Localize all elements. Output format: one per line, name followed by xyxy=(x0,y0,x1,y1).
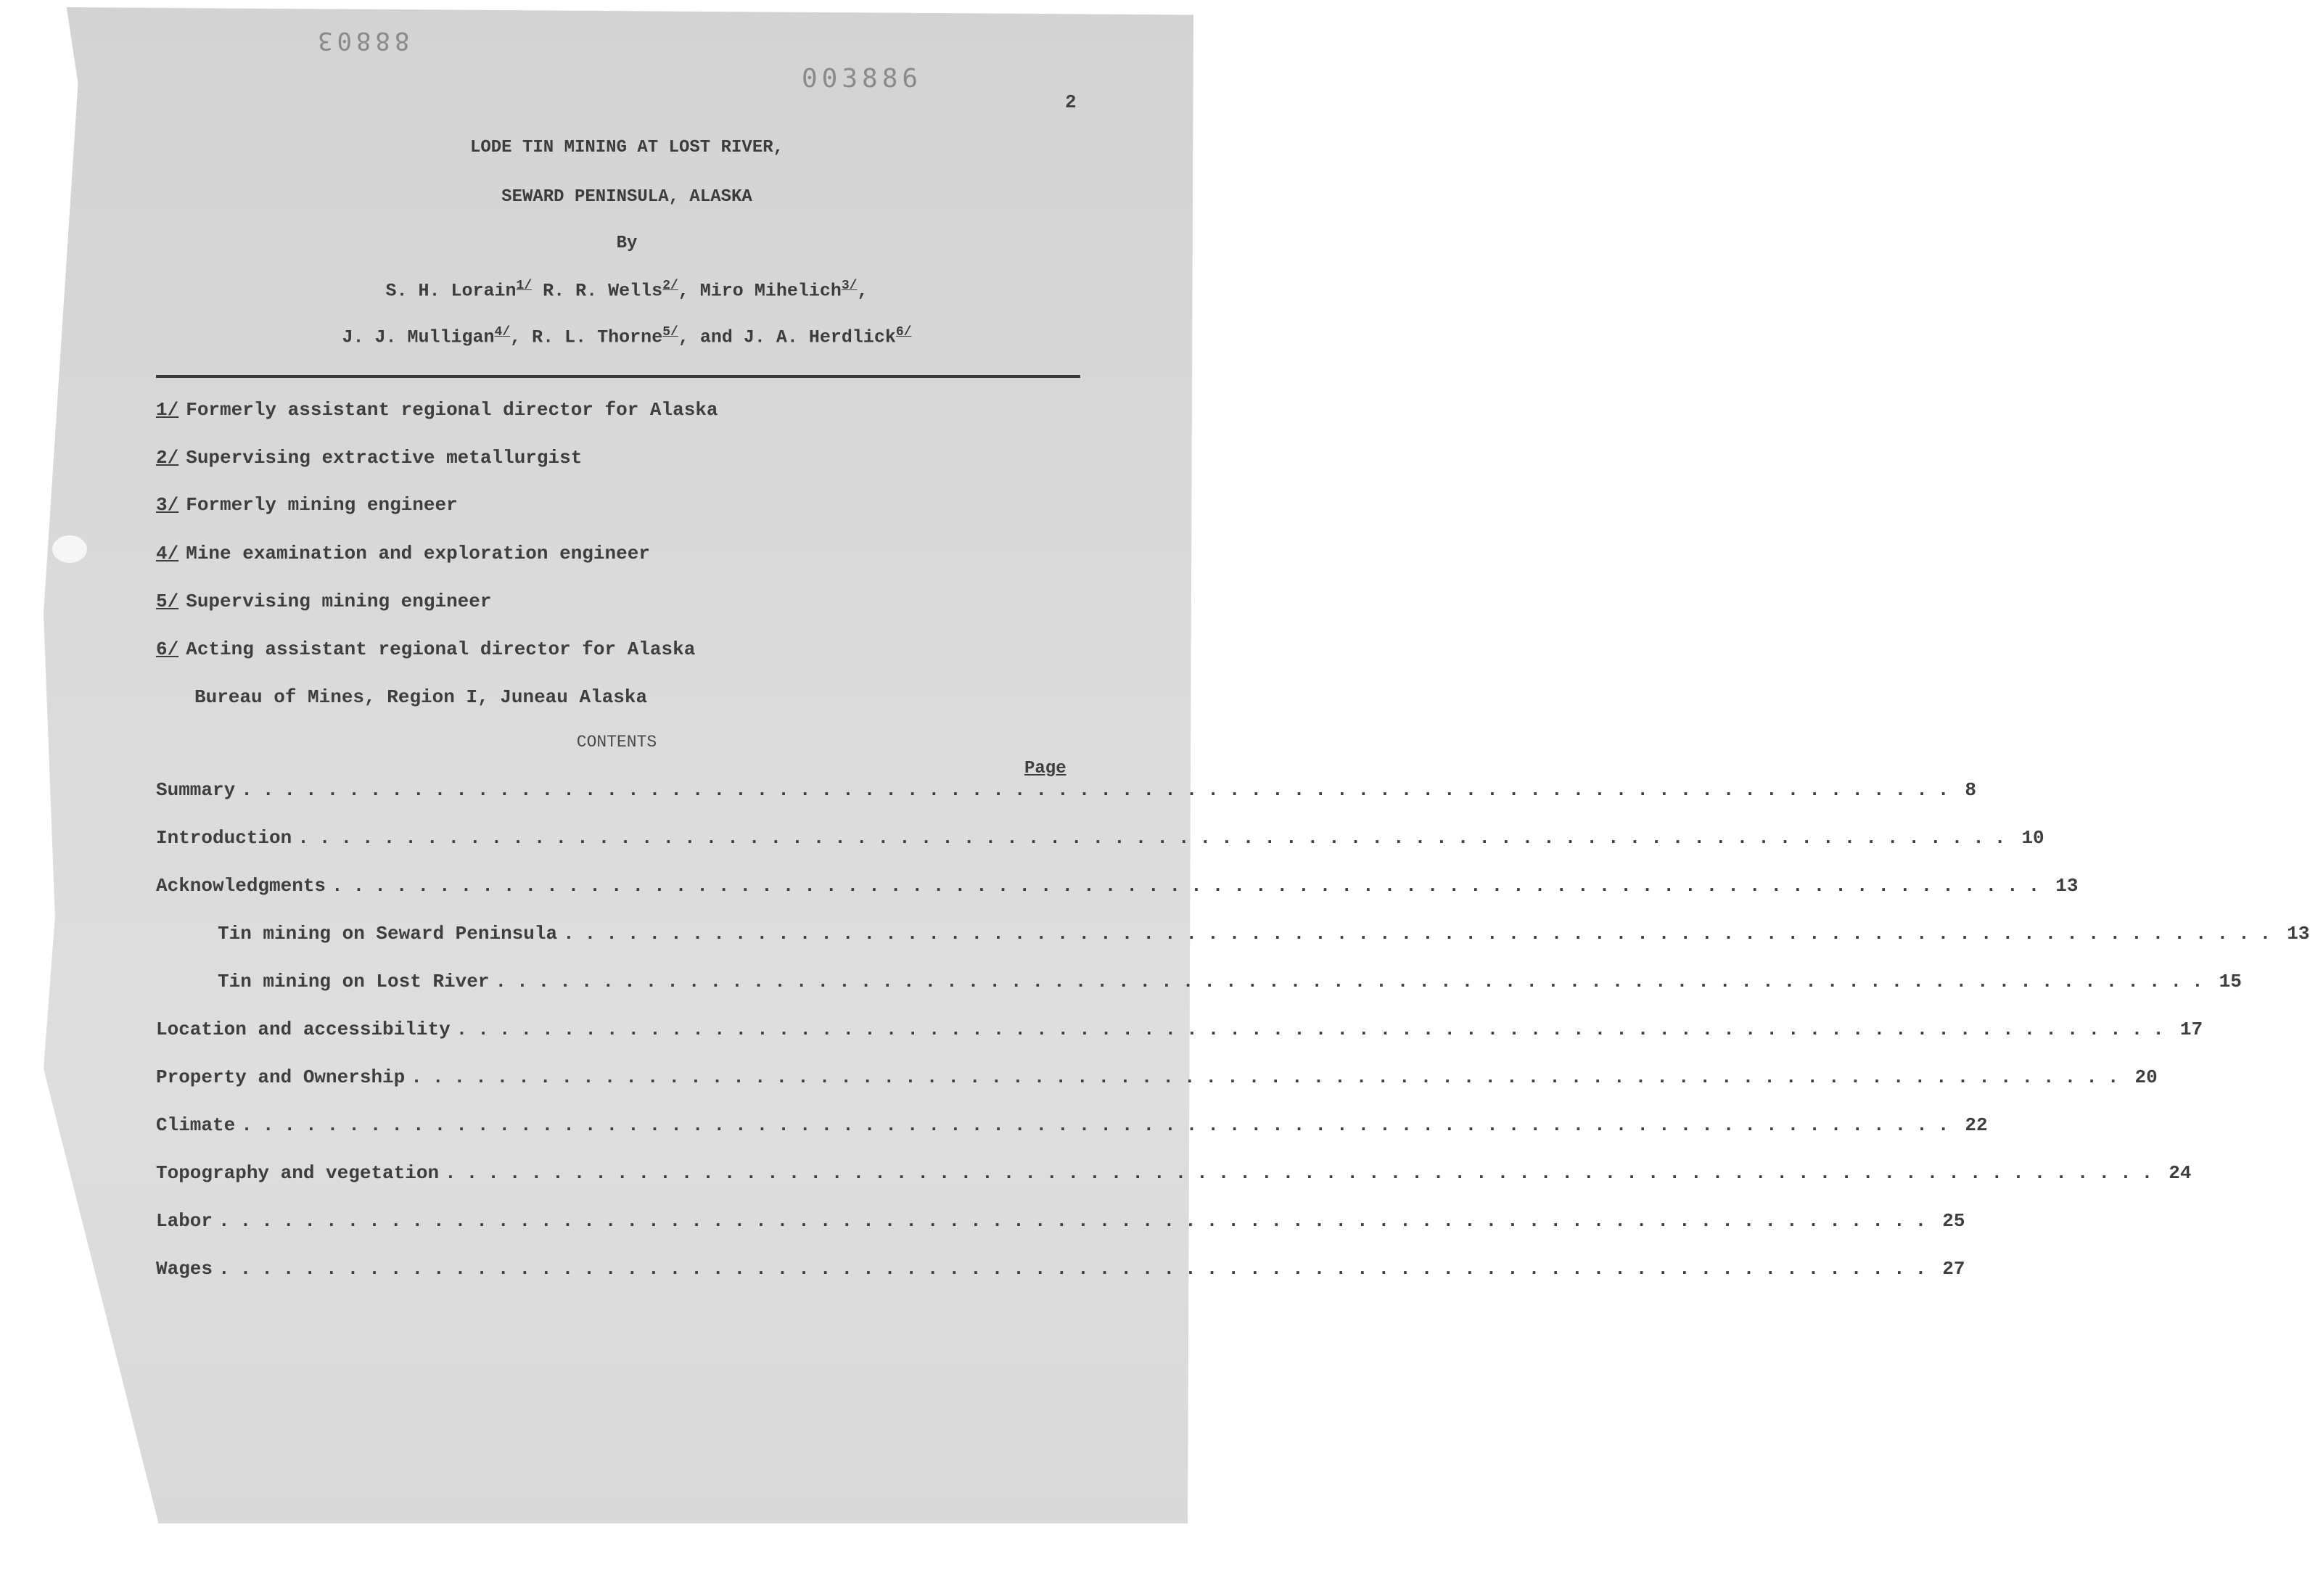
toc-page: 20 xyxy=(2134,1066,2158,1088)
toc-entry xyxy=(156,1066,2158,1091)
toc-leader: ................................................................................ xyxy=(218,1210,1937,1232)
toc-title: Tin mining on Seward Peninsula xyxy=(218,923,558,945)
toc-title: Acknowledgments xyxy=(156,875,326,897)
toc-entry xyxy=(156,1019,2203,1043)
toc-page: 15 xyxy=(2219,971,2242,992)
author-name: R. R. Wells xyxy=(532,280,663,302)
footnote-text: Formerly mining engineer xyxy=(186,494,458,516)
toc-title: Climate xyxy=(156,1114,236,1136)
toc-title: Labor xyxy=(156,1210,213,1232)
toc-leader: ................................................................................ xyxy=(241,1114,1960,1136)
toc-leader: ................................................................................ xyxy=(495,971,2214,992)
document-title-line-2: SEWARD PENINSULA, ALASKA xyxy=(501,187,752,207)
toc-entry xyxy=(218,971,2242,995)
footnote-mark: 4/ xyxy=(494,325,511,340)
author-name: J. J. Mulligan xyxy=(342,326,495,348)
footnote-item xyxy=(156,638,695,660)
toc-page: 10 xyxy=(2021,827,2044,849)
footnote-mark: 2/ xyxy=(156,447,179,469)
footnote-text: Mine examination and exploration engineer xyxy=(186,543,650,564)
toc-leader: ................................................................................ xyxy=(218,1258,1937,1280)
author-line-end: , xyxy=(857,280,868,302)
footnote-mark: 3/ xyxy=(156,494,179,516)
toc-page: 27 xyxy=(1942,1258,1965,1280)
footnote-item xyxy=(156,399,718,421)
author-name: S. H. Lorain xyxy=(385,280,517,302)
toc-title: Location and accessibility xyxy=(156,1019,451,1040)
footnote-item xyxy=(156,447,582,469)
toc-leader: ................................................................................ xyxy=(332,875,2050,897)
toc-page: 13 xyxy=(2055,875,2079,897)
authors-line-2 xyxy=(0,325,1254,347)
toc-title: Summary xyxy=(156,779,236,801)
punch-hole xyxy=(52,535,87,563)
author-name: , R. L. Thorne xyxy=(510,326,663,348)
horizontal-rule xyxy=(156,375,1080,378)
author-name: , Miro Mihelich xyxy=(678,280,842,302)
toc-entry xyxy=(156,1258,1965,1283)
affiliation: Bureau of Mines, Region I, Juneau Alaska xyxy=(194,686,648,708)
stamp-top-right: 003886 xyxy=(802,64,923,94)
toc-page: 8 xyxy=(1965,779,1977,801)
toc-leader: ................................................................................ xyxy=(411,1066,2129,1088)
toc-leader: ................................................................................ xyxy=(563,923,2282,945)
footnote-text: Formerly assistant regional director for Alaska xyxy=(186,399,718,421)
toc-page: 24 xyxy=(2169,1162,2192,1184)
author-name: , and J. A. Herdlick xyxy=(678,326,896,348)
toc-title: Wages xyxy=(156,1258,213,1280)
page-column-header: Page xyxy=(1024,759,1066,778)
toc-page: 17 xyxy=(2179,1019,2203,1040)
footnote-mark: 4/ xyxy=(156,543,179,564)
toc-entry xyxy=(156,779,1977,804)
toc-title: Introduction xyxy=(156,827,292,849)
toc-entry xyxy=(156,875,2079,900)
footnote-item xyxy=(156,494,458,516)
toc-entry xyxy=(218,923,2310,947)
stamp-top-left: 88803 xyxy=(313,26,410,55)
toc-leader: ................................................................................ xyxy=(241,779,1960,801)
footnote-text: Supervising mining engineer xyxy=(186,591,492,612)
toc-title: Property and Ownership xyxy=(156,1066,406,1088)
toc-page: 22 xyxy=(1965,1114,1988,1136)
toc-leader: ................................................................................ xyxy=(456,1019,2174,1040)
footnote-mark: 5/ xyxy=(662,325,678,340)
authors-line-1 xyxy=(0,279,1254,301)
footnote-item xyxy=(156,591,492,612)
footnote-text: Acting assistant regional director for Alaska xyxy=(186,638,696,660)
footnote-item xyxy=(156,543,650,564)
contents-heading: CONTENTS xyxy=(576,733,657,752)
page-number: 2 xyxy=(1065,91,1077,113)
footnote-mark: 2/ xyxy=(662,279,678,293)
footnote-mark: 3/ xyxy=(841,279,858,293)
document-title-line-1: LODE TIN MINING AT LOST RIVER, xyxy=(469,138,784,157)
toc-entry xyxy=(156,1210,1965,1235)
toc-entry xyxy=(156,827,2044,852)
footnote-text: Supervising extractive metallurgist xyxy=(186,447,583,469)
toc-title: Tin mining on Lost River xyxy=(218,971,490,992)
toc-page: 25 xyxy=(1942,1210,1965,1232)
footnote-mark: 1/ xyxy=(156,399,179,421)
toc-leader: ................................................................................ xyxy=(445,1162,2163,1184)
toc-leader: ................................................................................ xyxy=(297,827,2016,849)
toc-title: Topography and vegetation xyxy=(156,1162,440,1184)
by-label: By xyxy=(616,234,638,253)
footnote-mark: 5/ xyxy=(156,591,179,612)
footnote-mark: 1/ xyxy=(516,279,533,293)
footnote-mark: 6/ xyxy=(895,325,912,340)
toc-entry xyxy=(156,1114,1988,1139)
toc-entry xyxy=(156,1162,2192,1187)
toc-page: 13 xyxy=(2287,923,2310,945)
footnote-mark: 6/ xyxy=(156,638,179,660)
